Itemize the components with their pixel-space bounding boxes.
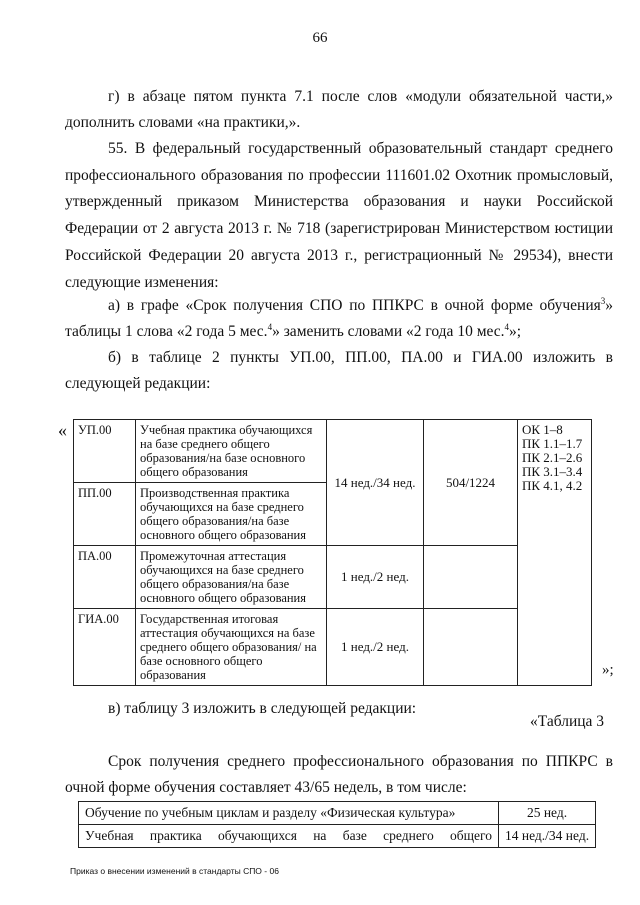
table2-weeks-pa: 1 нед./2 нед. [327, 546, 424, 609]
table2-weeks-merged: 14 нед./34 нед. [327, 420, 424, 546]
paragraph-a [65, 293, 613, 345]
table2-hours-gia [424, 609, 518, 686]
table3-value-cycles: 25 нед. [499, 802, 596, 825]
table3-label-practice: Учебная практика обучающихся на базе среднего общего [79, 825, 499, 848]
table-3 [78, 801, 596, 848]
paragraph-b: б) в таблице 2 пункты УП.00, ПП.00, ПА.00 и ГИА.00 изложить в следующей редакции: [65, 349, 613, 392]
table2-text-pa: Промежуточная аттестация обучающихся на базе среднего общего образования/на базе основного общего образования [136, 546, 327, 609]
table3-value-practice: 14 нед./34 нед. [499, 825, 596, 848]
footer-note: Приказ о внесении изменений в стандарты СПО - 06 [70, 866, 279, 876]
table2-text-gia: Государственная итоговая аттестация обучающихся на базе среднего общего образования/ на базе основного общего образования [136, 609, 327, 686]
table2-code-pp: ПП.00 [74, 483, 136, 546]
competence-item: ПК 2.1–2.6 [522, 450, 583, 465]
table2-text-up: Учебная практика обучающихся на базе среднего общего образования/на базе основного общего образования [136, 420, 327, 483]
paragraph-srok: Срок получения среднего профессионального образования по ППКРС в очной форме обучения составляет 43/65 недель, в том числе: [65, 753, 613, 796]
paragraph-v: в) таблицу 3 изложить в следующей редакции: [108, 700, 417, 717]
competence-item: ПК 4.1, 4.2 [522, 478, 583, 493]
table2-code-up: УП.00 [74, 420, 136, 483]
table2-text-pp: Производственная практика обучающихся на базе среднего общего образования/на базе основного общего образования [136, 483, 327, 546]
paragraph-g: г) в абзаце пятом пункта 7.1 после слов «модули обязательной части,» дополнить словами «на практики,». [65, 88, 613, 131]
table2-weeks-gia: 1 нед./2 нед. [327, 609, 424, 686]
table-3-caption: «Таблица 3 [530, 713, 605, 730]
table2-code-gia: ГИА.00 [74, 609, 136, 686]
competence-item: ОК 1–8 [522, 422, 563, 437]
competence-item: ПК 1.1–1.7 [522, 436, 583, 451]
table3-label-cycles: Обучение по учебным циклам и разделу «Физическая культура» [79, 802, 499, 825]
table2-hours-merged: 504/1224 [424, 420, 518, 546]
table2-code-pa: ПА.00 [74, 546, 136, 609]
paragraph-a-text-4: »; [509, 323, 522, 340]
table2-competences [518, 420, 592, 686]
quote-open: « [58, 420, 67, 440]
paragraph-a-text-1: а) в графе «Срок получения СПО по ППКРС в очной форме обучения [108, 297, 601, 314]
paragraph-a-text-3: » заменить словами «2 года 10 мес. [272, 323, 505, 340]
table2-hours-pa [424, 546, 518, 609]
quote-close: »; [602, 662, 614, 678]
footnote-ref-4a: 4 [267, 321, 273, 332]
page-number: 66 [312, 30, 328, 46]
footnote-ref-4b: 4 [504, 321, 510, 332]
paragraph-55: 55. В федеральный государственный образовательный стандарт среднего профессионального образования по профессии 111601.02 Охотник промысловый, утвержденный приказом Министерства образования и науки Российской Федерации от 2 августа 2013 г. № 718 (зарегистрирован Министерством юстиции Российской Федерации 20 августа 2013 г., регистрационный № 29534), внести следующие изменения: [65, 140, 613, 291]
competence-item: ПК 3.1–3.4 [522, 464, 583, 479]
table-2 [73, 419, 592, 686]
footnote-ref-3: 3 [600, 295, 606, 306]
paragraph-a-text-2: » таблицы 1 слова «2 года 5 мес. [65, 297, 613, 340]
